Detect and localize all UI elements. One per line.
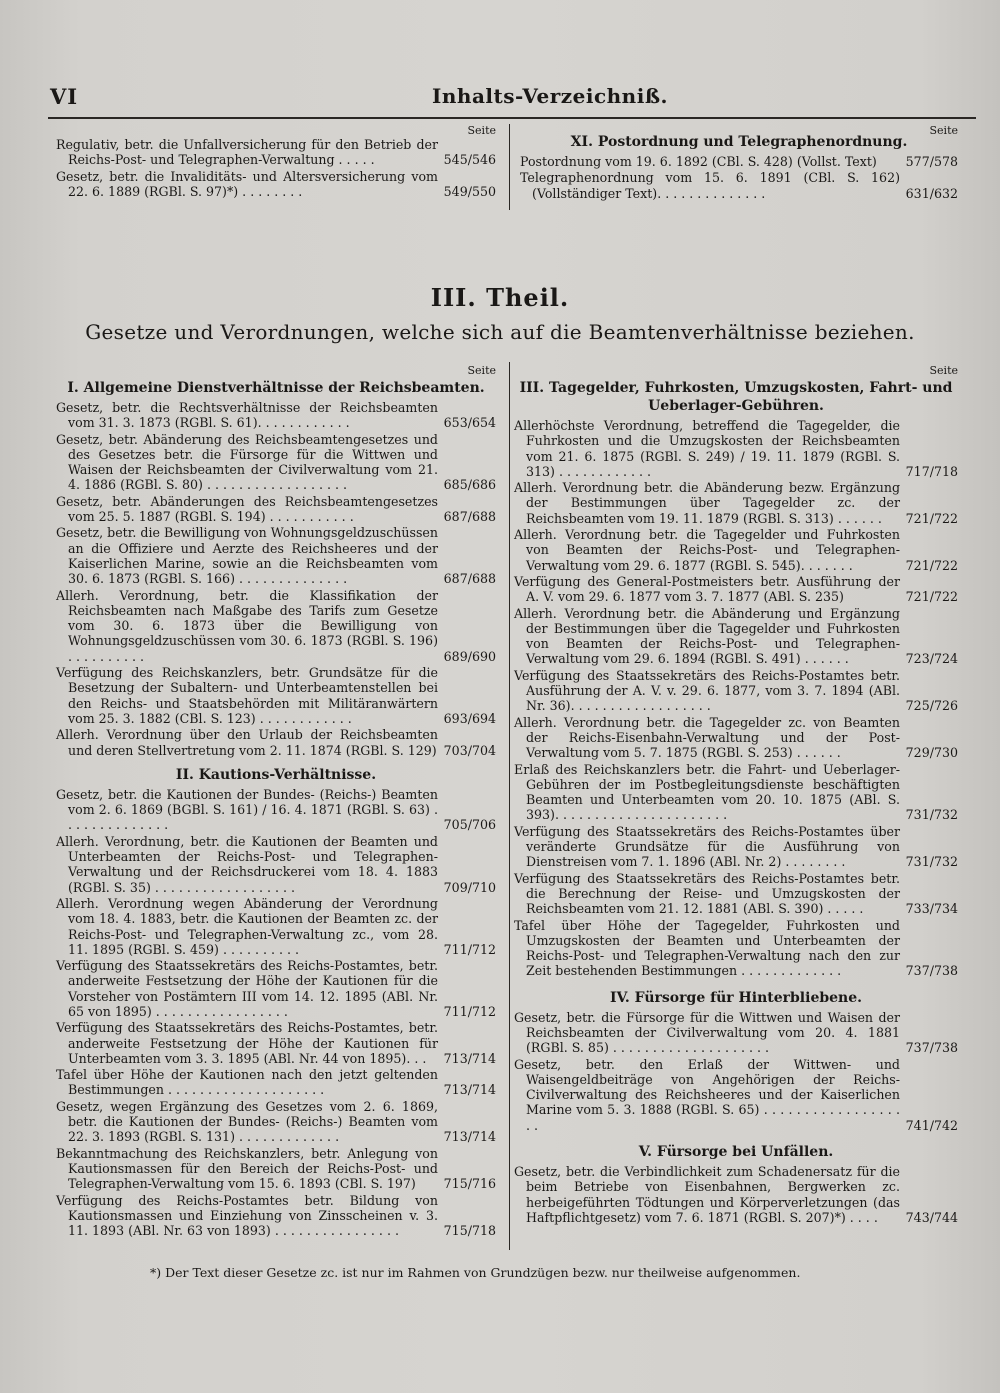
entry-page: 711/712	[443, 1003, 496, 1019]
entry-title: Verfügung des Staatssekretärs des Reichs-Postamtes, betr. anderweite Festsetzung der Höhe der Kautionen für die Vorsteher von Postämtern III vom 14. 12. 1895 (ABl. Nr. 65 von 1895) . . . . . . . . . . . . . . . . .	[56, 958, 438, 1019]
entry-page: 549/550	[443, 183, 496, 199]
entry-title: Gesetz, wegen Ergänzung des Gesetzes vom 2. 6. 1869, betr. die Kautionen der Bundes- (Reichs-) Beamten vom 22. 3. 1893 (RGBl. S. 131) . . . . . . . . . . . . .	[56, 1098, 438, 1145]
entry-title: Regulativ, betr. die Unfallversicherung für den Betrieb der Reichs-Post- und Telegraphen-Verwaltung . . . . .	[56, 137, 438, 168]
entry-title: Gesetz, betr. die Fürsorge für die Wittwen und Waisen der Reichsbeamten der Civilverwaltung vom 20. 4. 1881 (RGBl. S. 85) . . . . . . . . . . . . . . . . . . . .	[514, 1009, 900, 1056]
column-divider-main	[509, 362, 510, 1250]
section-heading: XI. Postordnung und Telegraphenordnung.	[570, 134, 908, 150]
entry-page: 711/712	[443, 941, 496, 957]
toc-entry	[56, 787, 496, 833]
part-subtitle: Gesetze und Verordnungen, welche sich auf die Beamtenverhältnisse beziehen.	[85, 320, 915, 344]
entry-page: 693/694	[443, 710, 496, 726]
seite-label: Seite	[467, 364, 496, 377]
entry-page: 713/714	[443, 1129, 496, 1145]
entry-title: Erlaß des Reichskanzlers betr. die Fahrt- und Ueberlager-Gebühren der im Postbegleitungsdienste beschäftigten Beamten und Unterbeamten vom 20. 10. 1875 (ABl. S. 393). . . . . . . . . . . . . . . . . . . . . .	[514, 761, 900, 823]
entry-title: Allerh. Verordnung wegen Abänderung der Verordnung vom 18. 4. 1883, betr. die Kautionen der Beamten zc. der Reichs-Post- und Telegraphen-Verwaltung zc., vom 28. 11. 1895 (RGBl. S. 459) . . . . . . . . . .	[56, 895, 438, 957]
header-rule	[48, 117, 976, 119]
entry-page: 731/732	[905, 807, 958, 823]
entry-title: Verfügung des Staatssekretärs des Reichs-Postamtes betr. Ausführung der A. V. v. 29. 6. 1877, vom 3. 7. 1894 (ABl. Nr. 36). . . . . . . . . . . . . . . . . .	[514, 667, 900, 714]
toc-entry	[514, 715, 958, 761]
entry-title: Verfügung des General-Postmeisters betr. Ausführung der A. V. vom 29. 6. 1877 vom 3. 7. 1877 (ABl. S. 235)	[514, 573, 900, 605]
toc-entry	[56, 432, 496, 493]
entry-page: 731/732	[905, 854, 958, 870]
entry-page: 741/742	[905, 1117, 958, 1133]
entry-page: 687/688	[443, 509, 496, 525]
entry-title: Verfügung des Staatssekretärs des Reichs-Postamtes betr. die Berechnung der Reise- und Umzugskosten der Reichsbeamten vom 21. 12. 1881 (ABl. S. 390) . . . . .	[514, 870, 900, 917]
entry-page: 713/714	[443, 1050, 496, 1066]
toc-entry	[56, 958, 496, 1019]
toc-entry	[514, 574, 958, 605]
entry-page: 737/738	[905, 1040, 958, 1056]
column-divider-top	[509, 124, 510, 210]
entry-title: Allerh. Verordnung betr. die Abänderung bezw. Ergänzung der Bestimmungen über Tagegelder zc. der Reichsbeamten vom 19. 11. 1879 (RGBl. S. 313) . . . . . .	[514, 480, 900, 526]
toc-entry	[514, 1010, 958, 1056]
entry-title: Tafel über Höhe der Kautionen nach den jetzt geltenden Bestimmungen . . . . . . . . . . . . . . . . . . . .	[56, 1067, 438, 1098]
toc-entry	[514, 668, 958, 714]
entry-page: 721/722	[905, 510, 958, 526]
top-left-column	[56, 124, 496, 200]
entry-page: 715/716	[443, 1176, 496, 1192]
toc-entry	[514, 871, 958, 917]
toc-entry	[520, 170, 958, 201]
section-heading: II. Kautions-Verhältnisse.	[175, 766, 377, 783]
entry-title: Gesetz, betr. die Rechtsverhältnisse der Reichsbeamten vom 31. 3. 1873 (RGBl. S. 61). . . . . . . . . . . .	[56, 400, 438, 431]
entry-title: Gesetz, betr. Abänderung des Reichsbeamtengesetzes und des Gesetzes betr. die Fürsorge für die Wittwen und Waisen der Reichsbeamten der Civilverwaltung vom 21. 4. 1886 (RGBl. S. 80) . . . . . . . . . . . . . . . . . .	[56, 431, 438, 493]
seite-label: Seite	[929, 124, 958, 137]
entry-title: Tafel über Höhe der Tagegelder, Fuhrkosten und Umzugskosten der Beamten und Unterbeamten der Reichs-Post- und Telegraphen-Verwaltung nach den zur Zeit bestehenden Bestimmungen . . . . . . . . . . . . .	[514, 917, 900, 979]
section-heading: V. Fürsorge bei Unfällen.	[638, 1144, 834, 1161]
entry-title: Telegraphenordnung vom 15. 6. 1891 (CBl. S. 162) (Vollständiger Text). . . . . . . . . . . . . .	[520, 170, 900, 201]
toc-entry	[514, 606, 958, 667]
entry-title: Postordnung vom 19. 6. 1892 (CBl. S. 428) (Vollst. Text)	[520, 154, 877, 169]
toc-entry	[56, 1146, 496, 1192]
seite-label: Seite	[467, 124, 496, 137]
entry-title: Verfügung des Reichskanzlers, betr. Grundsätze für die Besetzung der Subaltern- und Unterbeamtenstellen bei den Reichs- und Staatsbehörden mit Militäranwärtern vom 25. 3. 1882 (CBl. S. 123) . . . . . . . . . . . .	[56, 665, 438, 726]
entry-page: 709/710	[443, 879, 496, 895]
entry-title: Allerh. Verordnung betr. die Abänderung und Ergänzung der Bestimmungen über die Tagegelder und Fuhrkosten von Beamten der Reichs-Post- und Telegraphen-Verwaltung vom 29. 6. 1894 (RGBl. S. 491) . . . . . .	[514, 605, 900, 667]
section-heading: IV. Fürsorge für Hinterbliebene.	[609, 989, 863, 1006]
entry-page: 725/726	[905, 698, 958, 714]
section-heading: III. Tagegelder, Fuhrkosten, Umzugskosten, Fahrt- und Ueberlager-Gebühren.	[519, 380, 953, 414]
top-right-column	[520, 124, 958, 202]
entry-title: Verfügung des Reichs-Postamtes betr. Bildung von Kautionsmassen und Einziehung von Zinsscheinen v. 3. 11. 1893 (ABl. Nr. 63 von 1893) . . . . . . . . . . . . . . . .	[56, 1192, 438, 1239]
toc-entry	[514, 418, 958, 479]
entry-page: 703/704	[443, 742, 496, 758]
entry-title: Allerh. Verordnung betr. die Tagegelder und Fuhrkosten von Beamten der Reichs-Post- und Telegraphen-Verwaltung vom 29. 6. 1877 (RGBl. S. 545). . . . . . .	[514, 527, 900, 573]
entry-page: 743/744	[905, 1209, 958, 1225]
part-title: III. Theil.	[430, 283, 570, 312]
page-header	[50, 84, 970, 114]
page-number: VI	[50, 84, 79, 109]
entry-page: 685/686	[443, 477, 496, 493]
toc-entry	[56, 1020, 496, 1066]
entry-page: 723/724	[905, 651, 958, 667]
running-title: Inhalts-Verzeichniß.	[432, 84, 668, 108]
toc-entry	[514, 1057, 958, 1133]
entry-title: Allerh. Verordnung, betr. die Klassifikation der Reichsbeamten nach Maßgabe des Tarifs zum Gesetze vom 30. 6. 1873 über die Bewilligung von Wohnungsgeldzuschüssen vom 30. 6. 1873 (RGBl. S. 196) . . . . . . . . . .	[56, 587, 438, 664]
entry-title: Gesetz, betr. die Verbindlichkeit zum Schadenersatz für die beim Betriebe von Eisenbahnen, Bergwerken zc. herbeigeführten Tödtungen und Körperverletzungen (das Haftpflichtgesetz) vom 7. 6. 1871 (RGBl. S. 207)*) . . . .	[514, 1164, 900, 1225]
entry-page: 631/632	[905, 185, 958, 201]
entry-title: Allerh. Verordnung betr. die Tagegelder zc. von Beamten der Reichs-Eisenbahn-Verwaltung und der Post-Verwaltung vom 5. 7. 1875 (RGBl. S. 253) . . . . . .	[514, 714, 900, 761]
entry-title: Verfügung des Staatssekretärs des Reichs-Postamtes, betr. anderweite Festsetzung der Höhe der Kautionen für Unterbeamten vom 3. 3. 1895 (ABl. Nr. 44 von 1895). . .	[56, 1020, 438, 1066]
entry-page: 689/690	[443, 648, 496, 664]
toc-entry	[514, 918, 958, 979]
entry-page: 577/578	[905, 154, 958, 169]
main-right-column	[514, 364, 958, 1226]
entry-title: Gesetz, betr. die Kautionen der Bundes- (Reichs-) Beamten vom 2. 6. 1869 (BGBl. S. 161) / 16. 4. 1871 (RGBl. S. 63) . . . . . . . . . . . . . .	[56, 786, 438, 833]
entry-title: Gesetz, betr. den Erlaß der Wittwen- und Waisengeldbeiträge von Angehörigen der Reichs-Civilverwaltung des Reichsheeres und der Kaiserlichen Marine vom 5. 3. 1888 (RGBl. S. 65) . . . . . . . . . . . . . . . . . . .	[514, 1056, 900, 1133]
toc-entry	[56, 169, 496, 200]
entry-page: 653/654	[443, 415, 496, 431]
footnote: *) Der Text dieser Gesetze zc. ist nur im Rahmen von Grundzügen bezw. nur theilweise aufgenommen.	[150, 1265, 801, 1280]
toc-entry	[56, 137, 496, 168]
toc-entry	[520, 154, 958, 169]
entry-page: 717/718	[905, 463, 958, 479]
main-left-column	[56, 364, 496, 1239]
toc-entry	[56, 896, 496, 957]
toc-entry	[56, 1067, 496, 1098]
toc-entry	[56, 1193, 496, 1239]
toc-entry	[56, 727, 496, 758]
entry-page: 729/730	[905, 745, 958, 761]
entry-title: Gesetz, betr. die Invaliditäts- und Altersversicherung vom 22. 6. 1889 (RGBl. S. 97)*) . . . . . . . .	[56, 168, 438, 199]
entry-page: 721/722	[905, 557, 958, 573]
entry-page: 715/718	[443, 1223, 496, 1239]
section-heading: I. Allgemeine Dienstverhältnisse der Reichsbeamten.	[67, 380, 485, 396]
toc-entry	[514, 527, 958, 573]
entry-title: Verfügung des Staatssekretärs des Reichs-Postamtes über veränderte Grundsätze für die Ausführung von Dienstreisen vom 7. 1. 1896 (ABl. Nr. 2) . . . . . . . .	[514, 823, 900, 870]
entry-page: 687/688	[443, 571, 496, 587]
toc-entry	[56, 834, 496, 895]
toc-entry	[56, 665, 496, 726]
entry-page: 713/714	[443, 1082, 496, 1098]
entry-title: Bekanntmachung des Reichskanzlers, betr. Anlegung von Kautionsmassen für den Bereich der Reichs-Post- und Telegraphen-Verwaltung vom 15. 6. 1893 (CBl. S. 197)	[56, 1145, 438, 1192]
toc-entry	[56, 1099, 496, 1145]
entry-page: 545/546	[443, 152, 496, 168]
entry-title: Allerh. Verordnung über den Urlaub der Reichsbeamten und deren Stellvertretung vom 2. 11. 1874 (RGBl. S. 129)	[56, 727, 438, 758]
toc-entry	[56, 588, 496, 664]
seite-label: Seite	[929, 364, 958, 377]
entry-page: 705/706	[443, 817, 496, 833]
entry-page: 737/738	[905, 963, 958, 979]
toc-entry	[514, 1164, 958, 1225]
entry-title: Allerh. Verordnung, betr. die Kautionen der Beamten und Unterbeamten der Reichs-Post- und Telegraphen-Verwaltung und der Reichsdruckerei vom 18. 4. 1883 (RGBl. S. 35) . . . . . . . . . . . . . . . . . .	[56, 833, 438, 895]
entry-page: 721/722	[905, 589, 958, 605]
toc-entry	[56, 400, 496, 431]
entry-title: Gesetz, betr. Abänderungen des Reichsbeamtengesetzes vom 25. 5. 1887 (RGBl. S. 194) . . . . . . . . . . .	[56, 493, 438, 525]
toc-entry	[514, 480, 958, 526]
toc-entry	[56, 494, 496, 525]
entry-title: Gesetz, betr. die Bewilligung von Wohnungsgeldzuschüssen an die Offiziere und Aerzte des Reichsheeres und der Kaiserlichen Marine, sowie an die Reichsbeamten vom 30. 6. 1873 (RGBl. S. 166) . . . . . . . . . . . . . .	[56, 525, 438, 587]
entry-title: Allerhöchste Verordnung, betreffend die Tagegelder, die Fuhrkosten und die Umzugskosten der Reichsbeamten vom 21. 6. 1875 (RGBl. S. 249) / 19. 11. 1879 (RGBl. S. 313) . . . . . . . . . . . .	[514, 418, 900, 479]
toc-entry	[56, 525, 496, 586]
entry-page: 733/734	[905, 901, 958, 917]
toc-entry	[514, 824, 958, 870]
toc-entry	[514, 762, 958, 823]
